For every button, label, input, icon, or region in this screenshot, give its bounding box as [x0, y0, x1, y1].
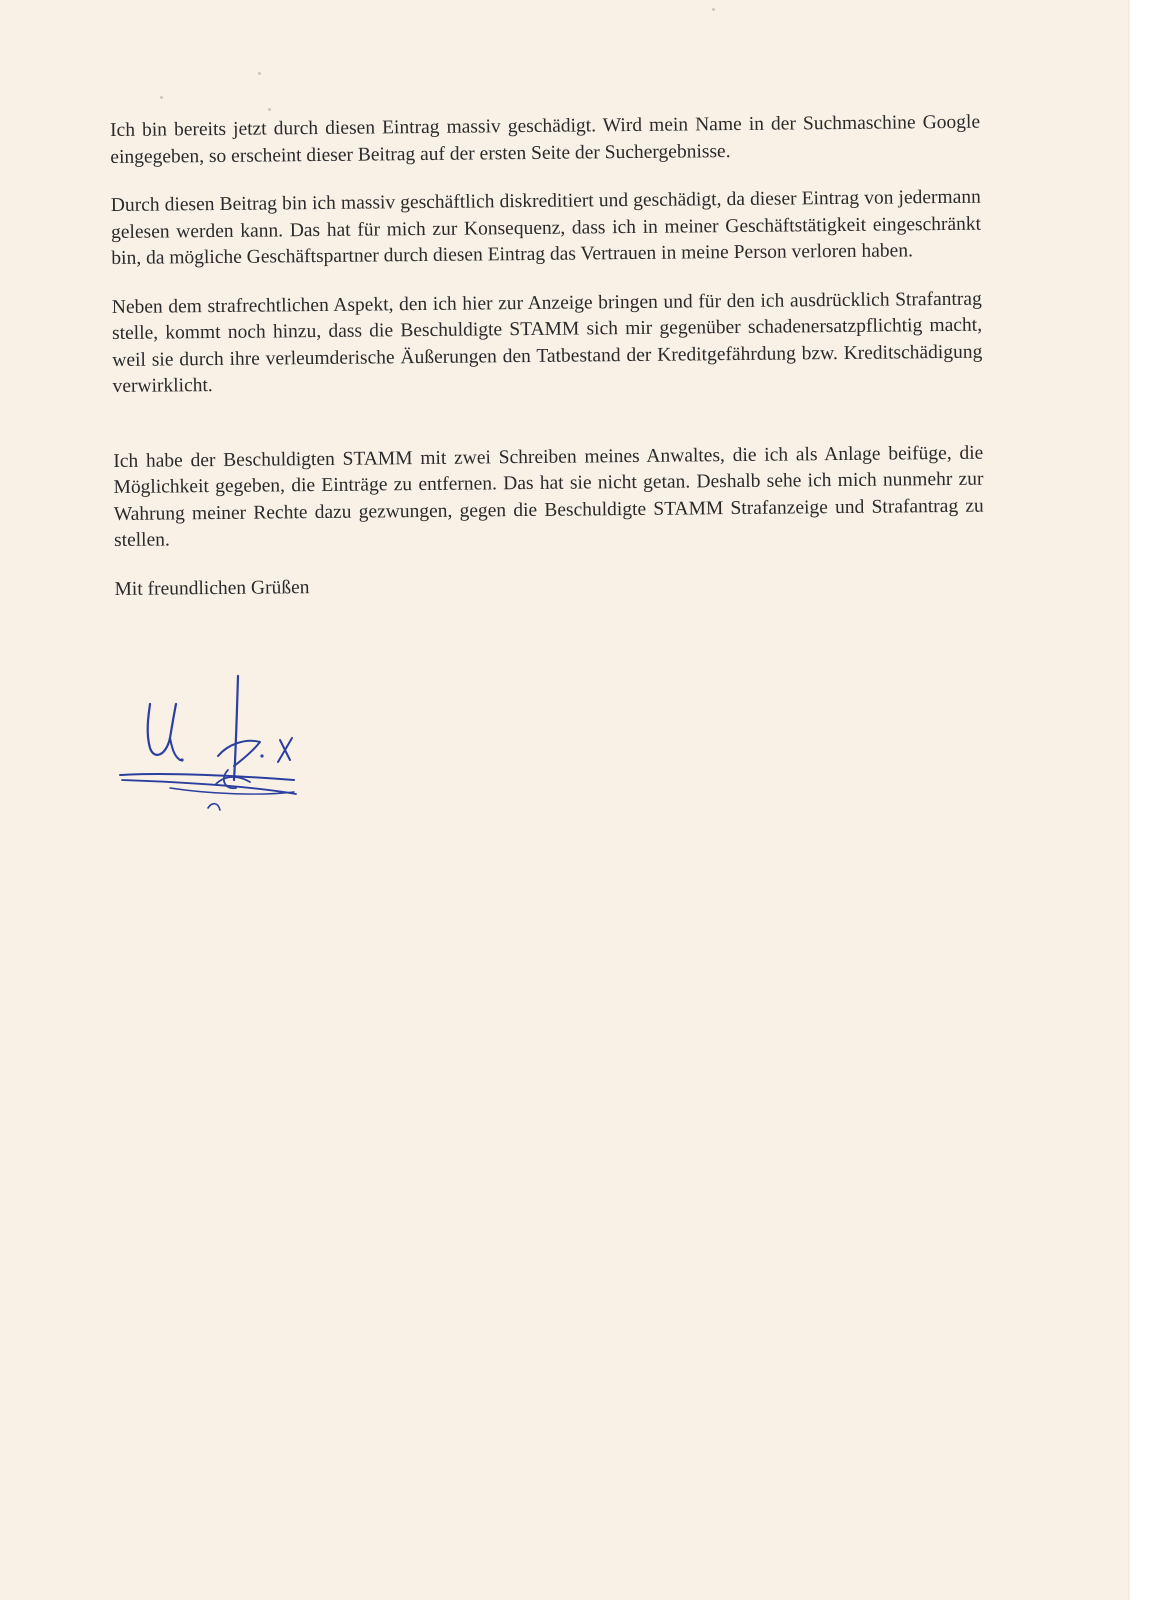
paragraph-damage: Ich bin bereits jetzt durch diesen Eintrag massiv geschädigt. Wird mein Name in der Suchmaschine Google eingegeben, so erscheint dieser Beitrag auf der ersten Seite der Suchergebnisse. [110, 111, 981, 168]
paragraph-request: Ich habe der Beschuldigten STAMM mit zwei Schreiben meines Anwaltes, die ich als Anlage beifüge, die Möglichkeit gegeben, die Einträge zu entfernen. Das hat sie nicht getan. Deshalb sehe ich mich nunmehr zur Wahrung meiner Rechte dazu gezwungen, gegen die Beschuldigte STAMM Strafanzeige und Strafantrag zu stellen. [113, 442, 984, 551]
scan-speck [712, 8, 715, 11]
handwritten-signature [110, 668, 310, 818]
paragraph-discredit: Durch diesen Beitrag bin ich massiv geschäftlich diskreditiert und geschädigt, da dieser Eintrag von jedermann gelesen werden kann. Das hat für mich zur Konsequenz, dass ich in meiner Geschäftstätigkeit eingeschränkt bin, da mögliche Geschäftspartner durch diesen Eintrag das Vertrauen in meine Person verloren haben. [110, 186, 982, 269]
scan-speck [258, 72, 261, 75]
paragraph-criminal-aspect: Neben dem strafrechtlichen Aspekt, den ich hier zur Anzeige bringen und für den ich ausdrücklich Strafantrag stelle, kommt noch hinzu, dass die Beschuldigte STAMM sich mir gegenüber schadenersatzpflichtig macht, weil sie durch ihre verleumderische Äußerungen den Tatbestand der Kreditgefährdung bzw. Kreditschädigung verwirklicht. [111, 288, 983, 397]
page-edge [1128, 0, 1130, 1600]
closing-greeting: Mit freundlichen Grüßen [114, 576, 310, 600]
scan-speck [160, 96, 163, 99]
scan-speck [268, 108, 271, 111]
letter-body [110, 110, 985, 603]
